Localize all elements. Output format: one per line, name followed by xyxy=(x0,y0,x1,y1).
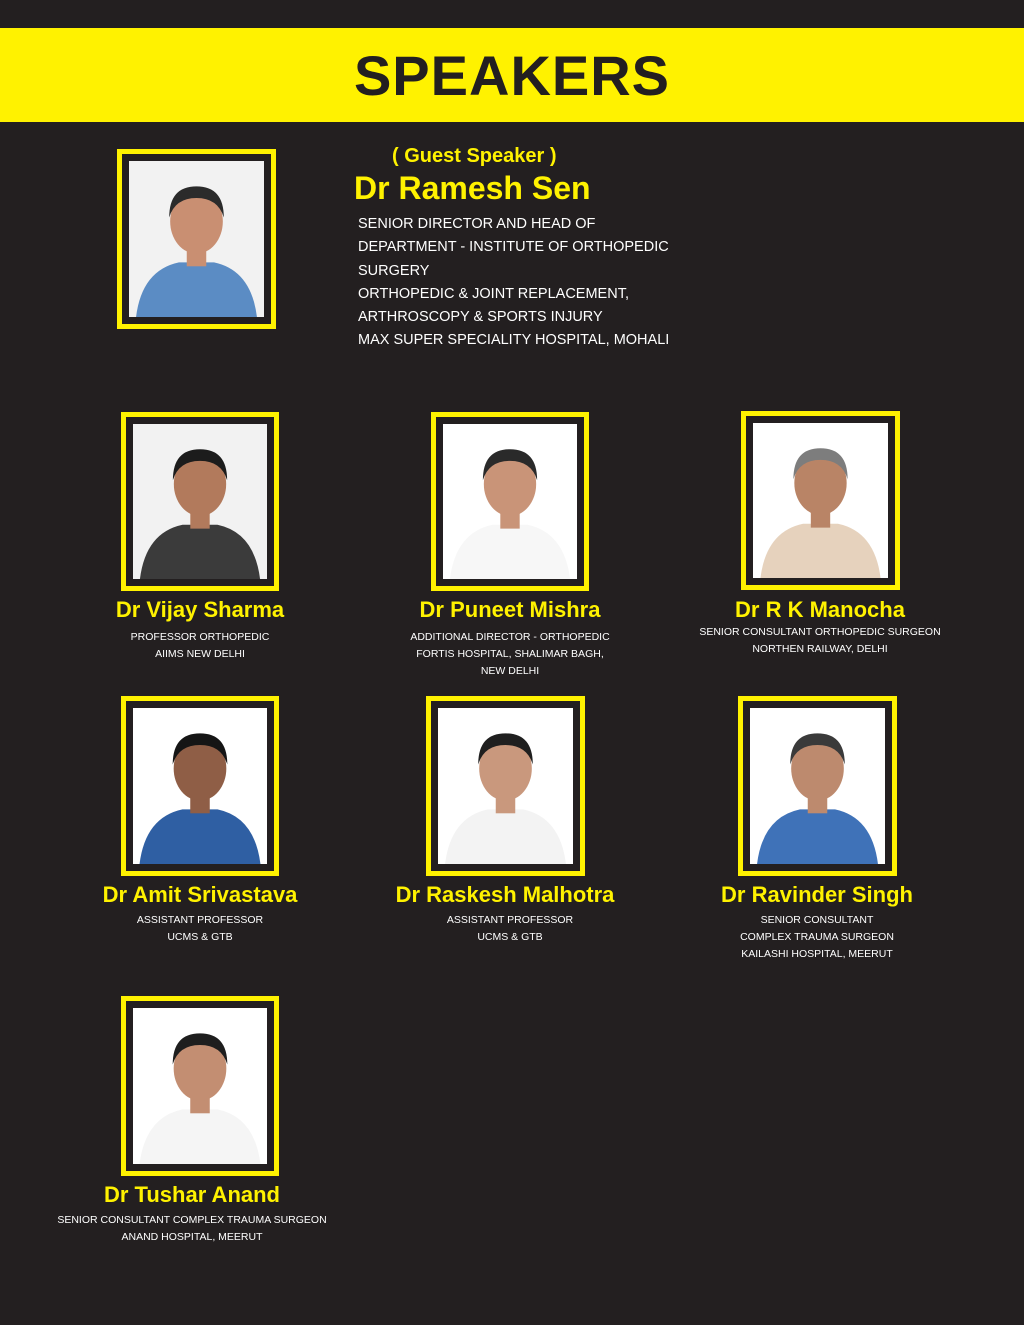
speaker-name: Dr R K Manocha xyxy=(735,597,905,622)
portrait-placeholder xyxy=(133,1008,267,1164)
portrait-placeholder xyxy=(133,708,267,864)
guest-speaker-description xyxy=(358,213,669,353)
guest-desc-line: SURGERY xyxy=(358,262,430,279)
speaker-desc-line: COMPLEX TRAUMA SURGEON xyxy=(740,931,894,943)
speaker-photo-frame xyxy=(431,412,589,591)
speaker-photo xyxy=(438,708,573,864)
speaker-description xyxy=(42,1212,342,1246)
speaker-description xyxy=(670,624,970,658)
speaker-desc-line: ADDITIONAL DIRECTOR - ORTHOPEDIC xyxy=(410,631,610,643)
speaker-desc-line: UCMS & GTB xyxy=(167,931,233,943)
speaker-name: Dr Vijay Sharma xyxy=(115,597,285,622)
portrait-placeholder xyxy=(133,424,267,579)
speaker-desc-line: PROFESSOR ORTHOPEDIC xyxy=(130,631,270,643)
speaker-desc-line: NEW DELHI xyxy=(480,665,540,677)
speaker-desc-line: SENIOR CONSULTANT ORTHOPEDIC SURGEON xyxy=(699,626,941,638)
speaker-photo-frame xyxy=(738,696,897,876)
speaker-photo xyxy=(443,424,577,579)
speaker-desc-line: AIIMS NEW DELHI xyxy=(155,648,245,660)
portrait-placeholder xyxy=(750,708,885,864)
guest-speaker-tag: ( Guest Speaker ) xyxy=(392,145,557,167)
speaker-description xyxy=(50,912,350,946)
speaker-name: Dr Amit Srivastava xyxy=(102,882,298,907)
speaker-name: Dr Puneet Mishra xyxy=(419,597,601,622)
speaker-name: Dr Ravinder Singh xyxy=(721,882,913,907)
speaker-desc-line: KAILASHI HOSPITAL, MEERUT xyxy=(741,948,893,960)
speaker-desc-line: SENIOR CONSULTANT COMPLEX TRAUMA SURGEON xyxy=(57,1214,327,1226)
speaker-desc-line: ASSISTANT PROFESSOR xyxy=(136,914,264,926)
guest-photo xyxy=(129,161,264,317)
portrait-placeholder xyxy=(753,423,888,578)
speaker-name: Dr Tushar Anand xyxy=(103,1182,280,1207)
guest-desc-line: ORTHOPEDIC & JOINT REPLACEMENT, xyxy=(358,285,629,302)
guest-desc-line: SENIOR DIRECTOR AND HEAD OF xyxy=(358,216,596,232)
portrait-placeholder xyxy=(443,424,577,579)
speaker-photo xyxy=(753,423,888,578)
speaker-desc-line: NORTHEN RAILWAY, DELHI xyxy=(752,643,888,655)
guest-desc-line: ARTHROSCOPY & SPORTS INJURY xyxy=(358,309,603,326)
speaker-photo xyxy=(133,424,267,579)
speaker-photo-frame xyxy=(121,696,279,876)
speaker-desc-line: SENIOR CONSULTANT xyxy=(760,914,874,926)
guest-speaker-name: Dr Ramesh Sen xyxy=(354,170,591,206)
portrait-placeholder xyxy=(438,708,573,864)
speaker-photo-frame xyxy=(121,412,279,591)
portrait-placeholder xyxy=(129,161,264,317)
speaker-name: Dr Raskesh Malhotra xyxy=(395,882,615,907)
speaker-photo-frame xyxy=(426,696,585,876)
speaker-photo xyxy=(133,1008,267,1164)
speaker-description xyxy=(50,629,350,663)
speaker-photo-frame xyxy=(741,411,900,590)
guest-desc-line: DEPARTMENT - INSTITUTE OF ORTHOPEDIC xyxy=(358,239,669,256)
speaker-desc-line: UCMS & GTB xyxy=(477,931,543,943)
speaker-photo-frame xyxy=(121,996,279,1176)
speaker-photo xyxy=(750,708,885,864)
speaker-photo xyxy=(133,708,267,864)
speaker-desc-line: ASSISTANT PROFESSOR xyxy=(446,914,574,926)
speaker-description xyxy=(355,912,665,946)
page-title: SPEAKERS xyxy=(353,43,671,107)
speaker-description xyxy=(360,629,660,680)
speaker-description xyxy=(667,912,967,963)
guest-photo-frame xyxy=(117,149,276,329)
speaker-desc-line: ANAND HOSPITAL, MEERUT xyxy=(121,1231,263,1243)
title-banner xyxy=(0,28,1024,122)
guest-desc-line: MAX SUPER SPECIALITY HOSPITAL, MOHALI xyxy=(358,332,670,349)
speaker-desc-line: FORTIS HOSPITAL, SHALIMAR BAGH, xyxy=(416,648,604,660)
